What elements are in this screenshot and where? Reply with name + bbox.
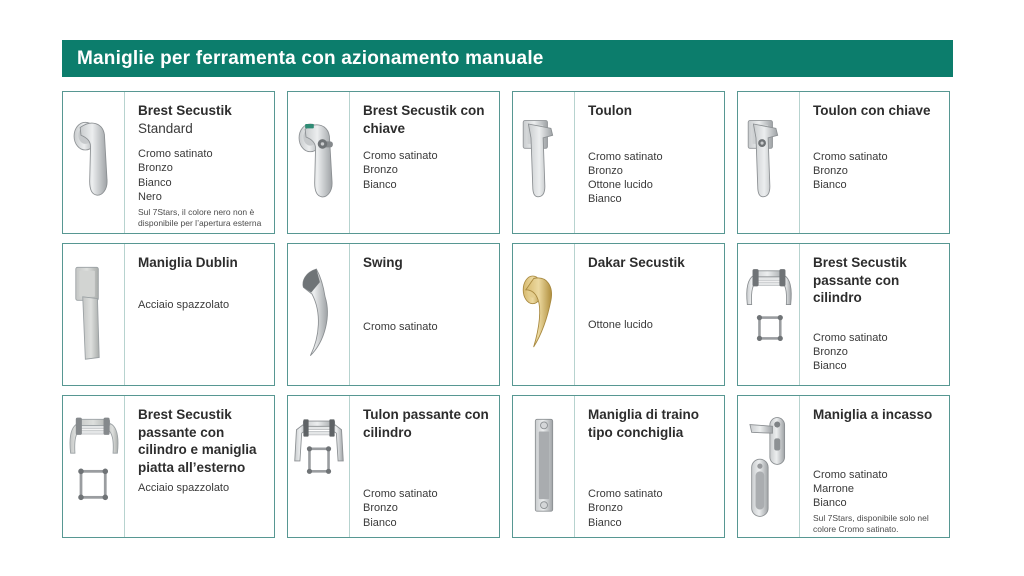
color-option: Cromo satinato [363,488,438,501]
color-list [363,320,491,334]
product-image-cell [513,92,575,233]
product-image-cell [63,396,125,537]
product-title: Toulon [588,103,632,118]
color-option: Cromo satinato [813,331,888,344]
color-option: Nero [138,190,162,203]
color-list [138,147,266,204]
color-list [138,481,266,495]
product-title: Brest Secustik passante con cilindro [813,255,907,306]
color-option: Bronzo [138,162,173,175]
color-option: Bianco [813,497,847,510]
color-list [813,468,941,511]
color-option: Cromo satinato [813,150,888,163]
color-option: Acciaio spazzolato [138,482,230,495]
product-card-toulon [512,91,725,234]
product-info [125,396,274,537]
product-info [575,92,724,233]
product-info [350,244,499,385]
product-info [800,92,949,233]
product-title: Maniglia Dublin [138,255,238,270]
color-option: Bianco [813,179,847,192]
product-info [350,396,499,537]
color-option: Bianco [363,178,397,191]
product-image-cell [63,92,125,233]
product-info [575,244,724,385]
product-image-cell [63,244,125,385]
product-card-dakar-secustik [512,243,725,386]
product-title: Dakar Secustik [588,255,685,270]
page-title: Maniglie per ferramenta con azionamento manuale [77,47,544,69]
product-info [800,396,949,537]
product-image-cell [513,244,575,385]
toulon-key-handle-image [743,99,795,227]
product-info [125,244,274,385]
swing-handle-image [293,251,345,379]
product-card-swing [287,243,500,386]
product-title: Swing [363,255,403,270]
product-title: Maniglia di traino tipo conchiglia [588,407,700,440]
product-title: Brest Secustik [138,103,232,118]
product-card-brest-passante-cilindro [737,243,950,386]
brest-secustik-key-handle-image [293,99,345,227]
color-list [813,150,941,193]
brest-through-flat-handle-image [68,403,120,531]
product-image-cell [738,92,800,233]
product-image-cell [288,92,350,233]
brest-secustik-standard-handle-image [68,99,120,227]
product-card-tulon-passante-cilindro [287,395,500,538]
shell-pull-handle-image [518,403,570,531]
product-card-maniglia-traino-conchiglia [512,395,725,538]
product-info [350,92,499,233]
toulon-handle-image [518,99,570,227]
color-option: Cromo satinato [813,468,888,481]
color-list [363,149,491,192]
color-option: Bronzo [813,345,848,358]
product-card-brest-secustik-standard [62,91,275,234]
tulon-through-cylinder-handle-image [293,403,345,531]
color-option: Bianco [138,176,172,189]
product-title: Toulon con chiave [813,103,931,118]
color-list [363,487,491,530]
color-option: Acciaio spazzolato [138,298,230,311]
color-option: Cromo satinato [138,148,213,161]
product-image-cell [738,244,800,385]
dublin-handle-image [68,251,120,379]
product-card-toulon-con-chiave [737,91,950,234]
product-card-brest-passante-piatta [62,395,275,538]
product-title: Brest Secustik passante con cilindro e maniglia piatta all’esterno [138,407,257,475]
color-option: Marrone [813,482,854,495]
color-option: Bronzo [363,164,398,177]
color-list [588,318,716,332]
color-option: Bronzo [588,502,623,515]
color-option: Cromo satinato [363,320,438,333]
product-title: Brest Secustik con chiave [363,103,485,136]
color-option: Cromo satinato [588,488,663,501]
color-option: Ottone lucido [588,179,653,192]
color-list [588,150,716,207]
product-image-cell [288,244,350,385]
product-card-maniglia-a-incasso [737,395,950,538]
dakar-secustik-handle-image [518,251,570,379]
color-option: Bianco [588,516,622,529]
product-title: Tulon passante con cilindro [363,407,489,440]
product-info [800,244,949,385]
brest-through-cylinder-handle-image [743,251,795,379]
color-option: Bianco [588,193,622,206]
product-image-cell [513,396,575,537]
color-option: Bianco [363,516,397,529]
recessed-handle-image [743,403,795,531]
color-list [813,331,941,374]
color-option: Cromo satinato [588,150,663,163]
color-option: Bronzo [813,164,848,177]
color-option: Ottone lucido [588,318,653,331]
color-list [588,487,716,530]
product-info [575,396,724,537]
product-info [125,92,274,233]
product-title: Maniglia a incasso [813,407,933,422]
product-image-cell [738,396,800,537]
color-option: Bianco [813,360,847,373]
product-image-cell [288,396,350,537]
color-option: Cromo satinato [363,150,438,163]
product-note: Sul 7Stars, il colore nero non è disponibile per l’apertura esterna [138,207,262,229]
product-subtitle: Standard [138,120,193,136]
product-note: Sul 7Stars, disponibile solo nel colore Cromo satinato. [813,513,929,535]
product-card-maniglia-dublin [62,243,275,386]
color-option: Bronzo [363,502,398,515]
section-title-bar [62,40,953,77]
product-card-brest-secustik-con-chiave [287,91,500,234]
color-list [138,298,266,312]
product-grid [62,91,950,538]
color-option: Bronzo [588,164,623,177]
